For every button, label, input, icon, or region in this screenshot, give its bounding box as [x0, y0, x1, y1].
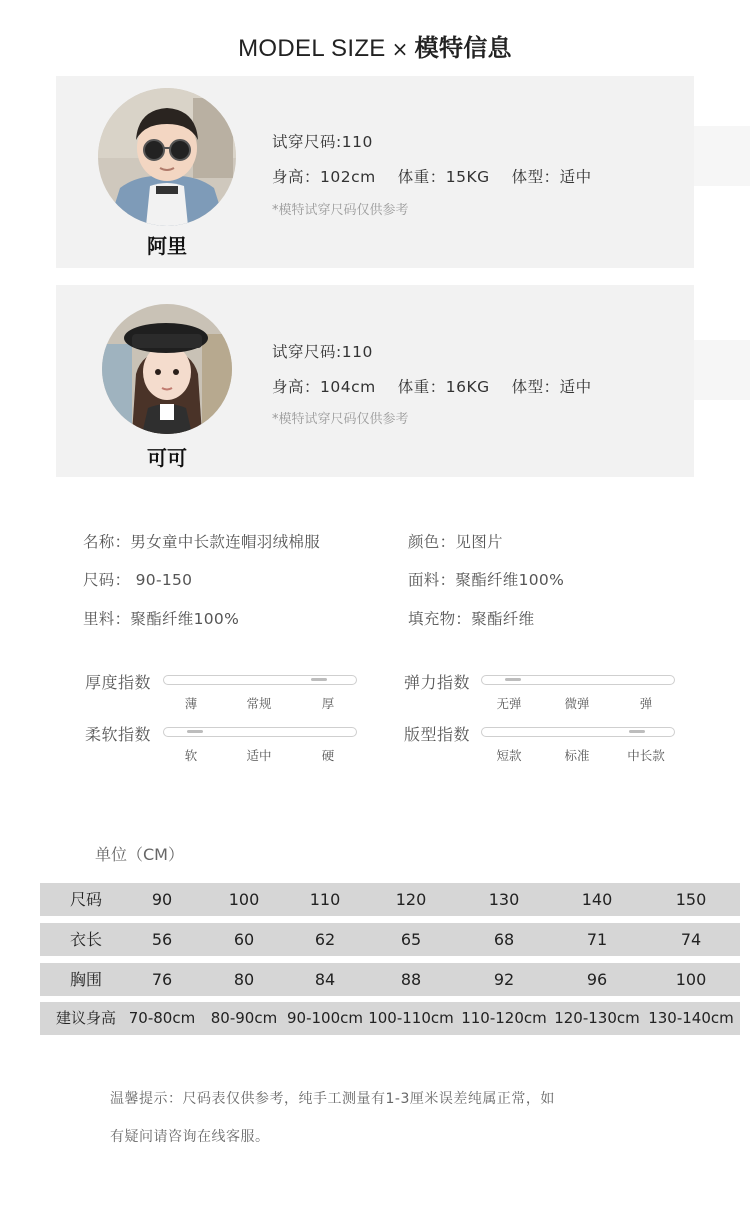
table-cell: 80-90cm [210, 1009, 278, 1027]
index-label: 版型指数 [404, 725, 471, 744]
table-cell: 76 [151, 970, 173, 989]
table-cell: 100-110cm [368, 1009, 454, 1027]
model-2-weight: 体重：16KG [397, 378, 490, 396]
index-tick-label: 厚 [321, 696, 335, 711]
index-tick-label: 无弹 [496, 696, 522, 711]
index-label: 柔软指数 [85, 725, 152, 744]
table-cell: 92 [493, 970, 515, 989]
index-tick-label: 标准 [564, 748, 590, 763]
index-tick-label: 短款 [496, 748, 522, 763]
table-row-header: 衣长 [69, 930, 102, 949]
index-slider-marker [629, 730, 645, 733]
table-row-header: 胸围 [69, 970, 102, 989]
model-photo-2 [102, 304, 232, 434]
model-1-weight: 体重：15KG [397, 168, 490, 186]
index-slider-track [481, 727, 675, 737]
table-cell: 100 [675, 970, 707, 989]
model-photo-1 [98, 88, 236, 226]
table-cell: 140 [581, 890, 613, 909]
model-2-stats [272, 375, 592, 397]
table-cell: 90-100cm [287, 1009, 363, 1027]
table-cell: 90 [151, 890, 173, 909]
title-en: MODEL SIZE [238, 35, 386, 62]
index-tick-label: 中长款 [627, 748, 665, 763]
table-cell: 68 [493, 930, 515, 949]
product-size-range: 尺码： 90-150 [83, 571, 193, 589]
table-cell: 84 [314, 970, 336, 989]
table-cell: 88 [400, 970, 422, 989]
table-cell: 120 [395, 890, 427, 909]
model-2-body: 体型：适中 [511, 378, 592, 396]
index-tick-label: 硬 [321, 748, 335, 763]
page-title [0, 28, 750, 63]
model-2-height: 身高：104cm [272, 378, 376, 396]
table-cell: 71 [586, 930, 608, 949]
model-1-height: 身高：102cm [272, 168, 376, 186]
product-name: 名称：男女童中长款连帽羽绒棉服 [83, 533, 321, 551]
table-cell: 110 [309, 890, 341, 909]
table-cell: 96 [586, 970, 608, 989]
card-edge-decoration [694, 126, 750, 186]
model-1-size: 试穿尺码:110 [272, 133, 373, 151]
table-cell: 120-130cm [554, 1009, 640, 1027]
product-filling: 填充物：聚酯纤维 [408, 610, 535, 628]
index-slider-track [163, 727, 357, 737]
table-cell: 56 [151, 930, 173, 949]
table-cell: 80 [233, 970, 255, 989]
index-tick-label: 弹 [639, 696, 653, 711]
table-row-header: 尺码 [69, 890, 102, 909]
model-2-note: *模特试穿尺码仅供参考 [272, 412, 409, 427]
model-1-stats [272, 165, 592, 187]
table-row [40, 963, 740, 996]
table-cell: 60 [233, 930, 255, 949]
index-slider-track [163, 675, 357, 685]
index-tick-label: 软 [184, 748, 198, 763]
product-color: 颜色：见图片 [408, 533, 503, 551]
card-edge-decoration [694, 340, 750, 400]
table-cell: 62 [314, 930, 336, 949]
product-fabric: 面料：聚酯纤维100% [408, 571, 565, 589]
table-cell: 100 [228, 890, 260, 909]
index-slider-marker [505, 678, 521, 681]
index-tick-label: 微弹 [564, 696, 590, 711]
unit-label: 单位（CM） [95, 845, 184, 864]
model-1-note: *模特试穿尺码仅供参考 [272, 203, 409, 218]
tip-line-1: 温馨提示：尺码表仅供参考，纯手工测量有1-3厘米误差纯属正常，如 [110, 1091, 555, 1107]
index-slider-marker [311, 678, 327, 681]
table-cell: 110-120cm [461, 1009, 547, 1027]
model-name-1: 阿里 [147, 234, 187, 258]
table-row [40, 883, 740, 916]
index-slider-track [481, 675, 675, 685]
table-row [40, 923, 740, 956]
index-tick-label: 适中 [246, 748, 272, 763]
index-tick-label: 常规 [246, 696, 272, 711]
product-lining: 里料：聚酯纤维100% [83, 610, 240, 628]
model-2-size: 试穿尺码:110 [272, 343, 373, 361]
title-separator: × [391, 37, 409, 61]
table-row [40, 1002, 740, 1035]
title-cn: 模特信息 [414, 34, 512, 62]
model-1-body: 体型：适中 [511, 168, 592, 186]
table-cell: 130-140cm [648, 1009, 734, 1027]
table-cell: 65 [400, 930, 422, 949]
table-cell: 70-80cm [128, 1009, 196, 1027]
index-slider-marker [187, 730, 203, 733]
index-label: 厚度指数 [85, 673, 152, 692]
tip-line-2: 有疑问请咨询在线客服。 [110, 1129, 270, 1145]
table-cell: 150 [675, 890, 707, 909]
index-tick-label: 薄 [184, 696, 198, 711]
table-cell: 74 [680, 930, 702, 949]
index-label: 弹力指数 [404, 673, 471, 692]
table-row-header: 建议身高 [55, 1009, 116, 1027]
table-cell: 130 [488, 890, 520, 909]
model-name-2: 可可 [147, 446, 187, 470]
